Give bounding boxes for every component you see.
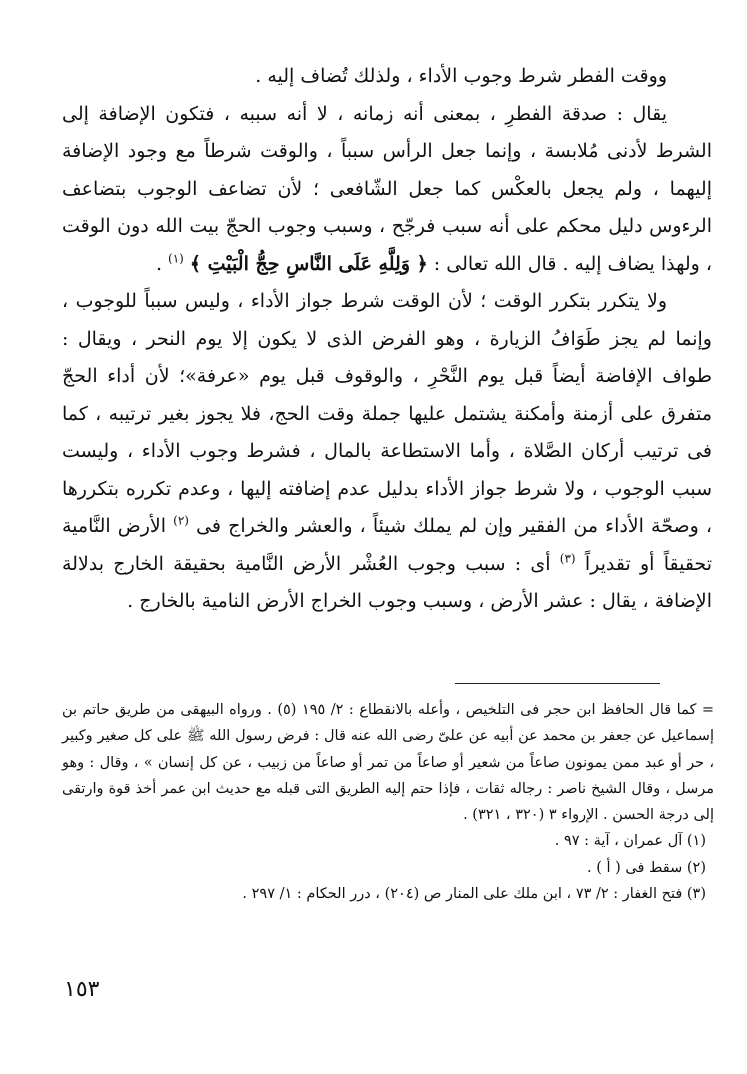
- paragraph-3-text-a: ولا يتكرر بتكرر الوقت ؛ لأن الوقت شرط جواز الأداء ، وليس سبباً للوجوب ، وإنما لم يجز طَوَافُ الزيارة ، وهو الفرض الذى لا يكون إلا يوم النحر ، ويقال : طواف الإفاضة أيضاً قبل يوم النَّحْرِ ، والوقوف قبل يوم «عرفة»؛ لأن أداء الحجّ متفرق على أزمنة وأمكنة يشتمل عليها جملة وقت الحج، فلا يجوز بغير ترتيبه ، كما فى ترتيب أركان الصَّلاة ، وأما الاستطاعة بالمال ، فشرط وجوب الأداء ، وليست سبب الوجوب ، ولا شرط جواز الأداء بدليل عدم إضافته إليها ، وعدم تكرره بتكررها ، وصحّة الأداء من الفقير وإن لم يملك شيئاً ، والعشر والخراج فى: [62, 290, 712, 537]
- main-text: [62, 58, 712, 621]
- footnote-continued: = كما قال الحافظ ابن حجر فى التلخيص ، وأعله بالانقطاع : ٢/ ١٩٥ (٥) . ورواه البيهقى من طريق حاتم بن إسماعيل عن جعفر بن محمد عن أبيه عن علىّ رضى الله عنه قال : فرض رسول الله ﷺ على كل صغير وكبير ، حر أو عبد ممن يمونون صاعاً من شعير أو صاعاً من تمر أو صاعاً من زبيب ، عن كل إنسان » ، وقال : وهو مرسل ، وقال الشيخ ناصر : رجاله ثقات ، فإذا حتم إليه الطريق التى قبله مع حديث ابن عمر أخذ قوة وارتقى إلى درجة الحسن . الإرواء ٣ (٣٢٠ ، ٣٢١) .: [62, 702, 714, 824]
- footnote-2: (٢) سقط فى ( أ ) .: [587, 859, 706, 876]
- paragraph-3: [62, 283, 712, 621]
- page-number: ١٥٣: [64, 977, 100, 1002]
- paragraph-2-end: .: [155, 252, 169, 275]
- footnotes: [62, 697, 714, 907]
- paragraph-3-text-b: الأرض النَّامية تحقيقاً أو تقديراً: [62, 515, 712, 575]
- footnote-ref-1: (١): [168, 251, 184, 266]
- paragraph-3-text-c: أى : سبب وجوب العُشْر الأرض النَّامية بحقيقة الخارج بدلالة الإضافة ، يقال : عشر الأرض ، وسبب وجوب الخراج الأرض النامية بالخارج .: [62, 552, 712, 612]
- quran-verse: ﴿ وَلِلَّهِ عَلَى النَّاسِ حِجُّ الْبَيْتِ ﴾: [189, 252, 428, 275]
- footnote-divider: [455, 683, 660, 684]
- footnote-ref-2: (٢): [173, 513, 189, 528]
- footnote-3: (٣) فتح الغفار : ٢/ ٧٣ ، ابن ملك على المنار ص (٢٠٤) ، درر الحكام : ١/ ٢٩٧ .: [242, 886, 706, 903]
- footnote-ref-3: (٣): [559, 551, 576, 566]
- footnote-1: (١) آل عمران ، آية : ٩٧ .: [554, 833, 706, 850]
- paragraph-1: ووقت الفطر شرط وجوب الأداء ، ولذلك تُضاف إليه .: [255, 65, 667, 87]
- paragraph-2-text: يقال : صدقة الفطرِ ، بمعنى أنه زمانه ، لا أنه سببه ، فتكون الإضافة إلى الشرط لأدنى مُلابسة ، وإنما جعل الرأس سبباً ، والوقت شرطاً مع وجود الإضافة إليهما ، ولم يجعل بالعكْس كما جعل الشّافعى ؛ لأن تضاعف الوجوب بتضاعف الرءوس دليل محكم على أنه سبب فرجّح ، وسبب وجوب الحجّ بيت الله دون الوقت ، ولهذا يضاف إليه . قال الله تعالى :: [62, 102, 713, 275]
- paragraph-2: [62, 96, 712, 284]
